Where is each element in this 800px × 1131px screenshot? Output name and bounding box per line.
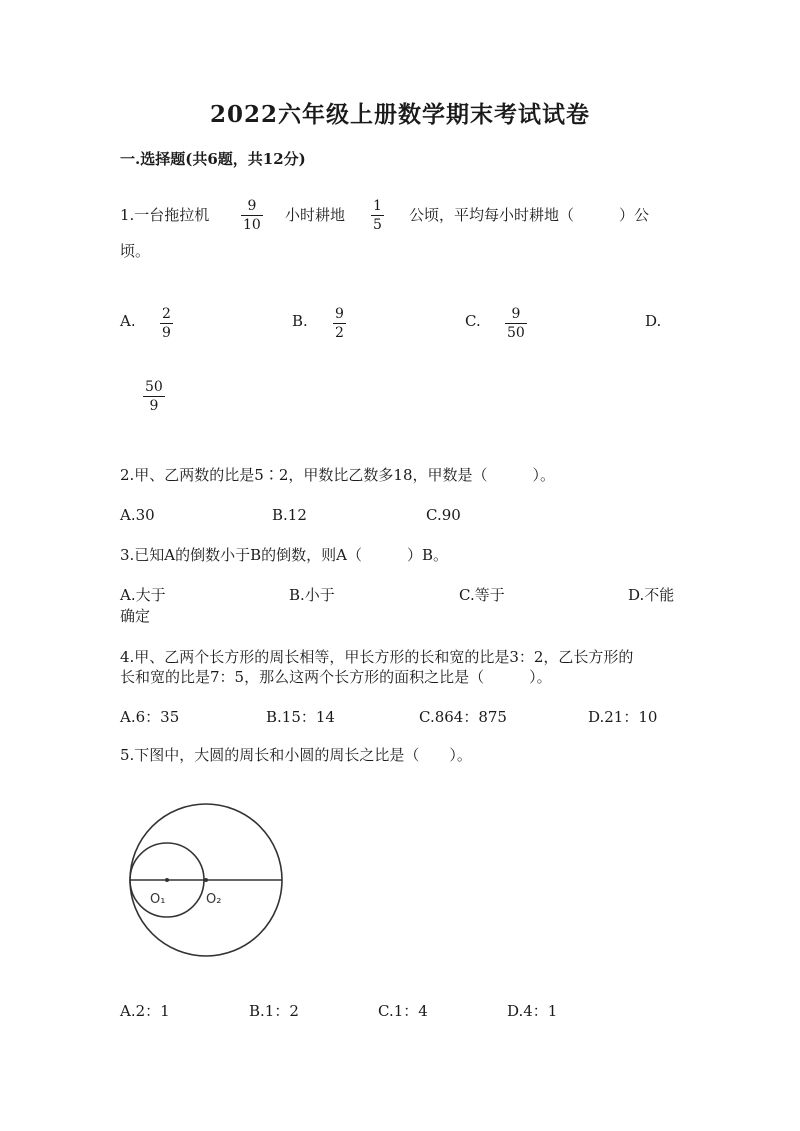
denominator: 50: [507, 325, 525, 341]
q1-text-part2: 小时耕地: [285, 206, 346, 224]
q1-fraction-2-denominator: 5: [373, 217, 382, 233]
numerator: 50: [145, 379, 163, 395]
fraction-bar: [505, 323, 527, 324]
q4-text-line1: 4.甲、乙两个长方形的周长相等，甲长方形的长和宽的比是3：2，乙长方形的: [120, 648, 634, 666]
q3-option-c[interactable]: C.等于: [459, 586, 505, 604]
q1-fraction-2: [371, 198, 384, 233]
label-o1: O₁: [150, 892, 166, 907]
numerator: 9: [335, 306, 344, 322]
q3-option-d-wrap: 确定: [120, 607, 151, 625]
q1-option-c-fraction: [505, 306, 527, 341]
q5-option-a[interactable]: A.2：1: [120, 1002, 170, 1020]
q1-fraction-1-numerator: 9: [247, 198, 257, 214]
numerator: 9: [511, 306, 521, 322]
fraction-bar: [160, 323, 173, 324]
q1-fraction-1-denominator: 10: [243, 217, 261, 233]
q1-fraction-1: [241, 198, 263, 233]
numerator: 2: [162, 306, 171, 322]
center-o2-dot: [204, 878, 208, 882]
q1-option-a-label[interactable]: A.: [120, 312, 136, 330]
q5-option-b[interactable]: B.1：2: [249, 1002, 299, 1020]
q4-option-c[interactable]: C.864：875: [419, 708, 507, 726]
denominator: 9: [149, 398, 159, 414]
q5-text: 5.下图中，大圆的周长和小圆的周长之比是（ ）。: [120, 746, 472, 764]
section-heading: 一.选择题(共6题，共12分): [120, 150, 306, 168]
q5-option-d[interactable]: D.4：1: [507, 1002, 558, 1020]
q1-option-b-fraction: [333, 306, 346, 341]
label-o2: O₂: [206, 892, 222, 907]
q4-text-line2: 长和宽的比是7：5，那么这两个长方形的面积之比是（ ）。: [120, 668, 552, 686]
q1-text-line2: 顷。: [120, 242, 151, 260]
q2-text: 2.甲、乙两数的比是5∶2，甲数比乙数多18，甲数是（ ）。: [120, 466, 555, 484]
fraction-bar: [143, 396, 165, 397]
q5-option-c[interactable]: C.1：4: [378, 1002, 428, 1020]
q4-option-a[interactable]: A.6：35: [120, 708, 180, 726]
q1-option-a-fraction: [160, 306, 173, 341]
q1-option-b-label[interactable]: B.: [292, 312, 308, 330]
q3-option-d[interactable]: D.不能: [628, 586, 675, 604]
fraction-bar: [241, 215, 263, 216]
q3-text: 3.已知A的倒数小于B的倒数，则A（ ）B。: [120, 546, 449, 564]
q1-option-d-label[interactable]: D.: [645, 312, 662, 330]
fraction-bar: [371, 215, 384, 216]
q2-option-c[interactable]: C.90: [426, 506, 461, 524]
circles-figure: [120, 800, 290, 960]
q4-option-d[interactable]: D.21：10: [588, 708, 658, 726]
denominator: 9: [162, 325, 171, 341]
q3-option-a[interactable]: A.大于: [120, 586, 166, 604]
denominator: 2: [335, 325, 344, 341]
q2-option-a[interactable]: A.30: [120, 506, 155, 524]
q1-option-d-fraction: [143, 379, 165, 414]
q2-option-b[interactable]: B.12: [272, 506, 307, 524]
q1-text-part1: 1.一台拖拉机: [120, 206, 210, 224]
center-o1-dot: [165, 878, 169, 882]
page-title: 2022六年级上册数学期末考试试卷: [209, 101, 590, 128]
q3-option-b[interactable]: B.小于: [289, 586, 335, 604]
q1-fraction-2-numerator: 1: [373, 198, 382, 214]
fraction-bar: [333, 323, 346, 324]
q4-option-b[interactable]: B.15：14: [266, 708, 335, 726]
q1-text-part3: 公顷，平均每小时耕地（ ）公: [409, 206, 650, 224]
q1-option-c-label[interactable]: C.: [465, 312, 481, 330]
